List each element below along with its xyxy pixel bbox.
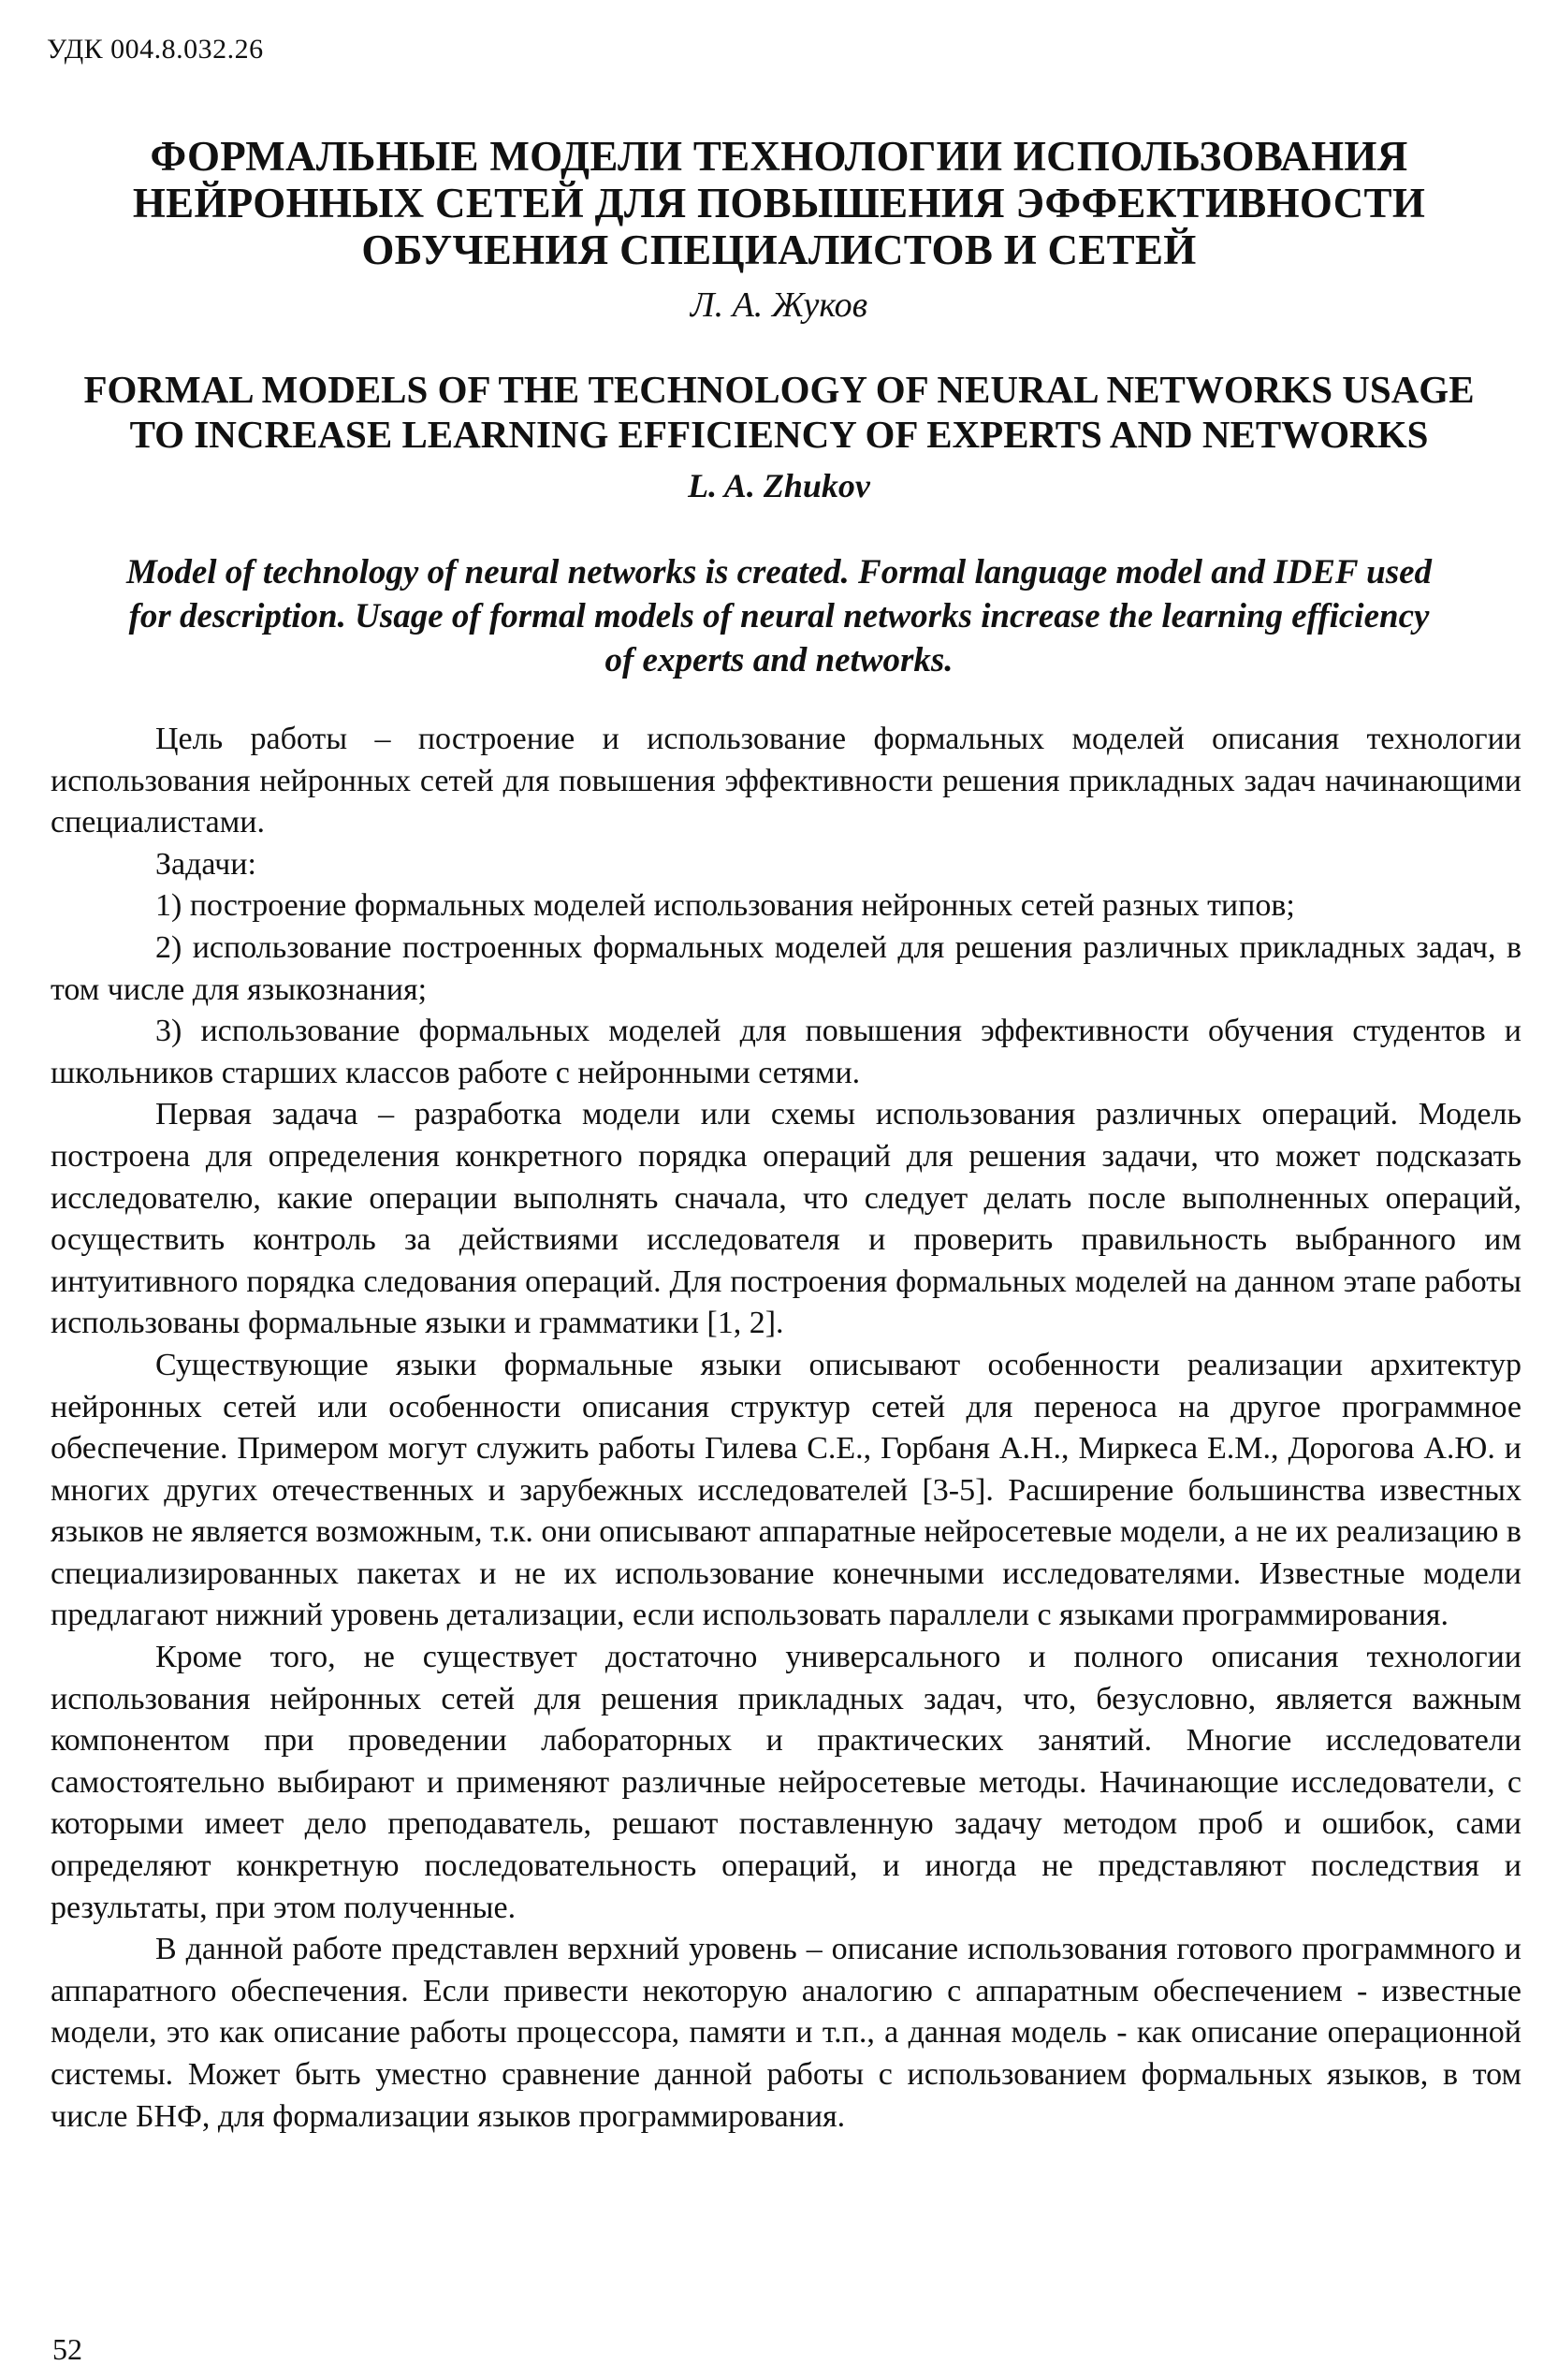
russian-author: Л. А. Жуков <box>690 285 868 325</box>
english-title: FORMAL MODELS OF THE TECHNOLOGY OF NEURAL NETWORKS USAGE TO INCREASE LEARNING EFFICIENCY OF EXPERTS AND NETWORKS <box>83 368 1475 456</box>
paragraph: 2) использование построенных формальных моделей для решения различных прикладных задач, в том числе для языкознания; <box>51 929 1522 1007</box>
udk-code: УДК 004.8.032.26 <box>47 34 264 65</box>
paragraph: 1) построение формальных моделей использования нейронных сетей разных типов; <box>155 888 1295 924</box>
english-author: L. A. Zhukov <box>688 467 870 504</box>
paragraph: Задачи: <box>155 846 256 882</box>
page-number: 52 <box>52 2332 82 2366</box>
paragraph: Первая задача – разработка модели или схемы использования различных операций. Модель построена для определения конкретного порядка операций для решения задачи, что может подсказать исследователю, какие операции выполнять сначала, что следует делать после выполненных операций, осуществить контроль за действиями исследователя и проверить правильность выбранного им интуитивного порядка следования операций. Для построения формальных моделей на данном этапе работы использованы формальные языки и грамматики [1, 2]. <box>51 1097 1522 1341</box>
body-text <box>51 719 1522 2138</box>
russian-title: ФОРМАЛЬНЫЕ МОДЕЛИ ТЕХНОЛОГИИ ИСПОЛЬЗОВАНИЯ НЕЙРОННЫХ СЕТЕЙ ДЛЯ ПОВЫШЕНИЯ ЭФФЕКТИВНОСТИ ОБУЧЕНИЯ СПЕЦИАЛИСТОВ И СЕТЕЙ <box>132 133 1426 273</box>
paragraph: Кроме того, не существует достаточно универсального и полного описания технологии использования нейронных сетей для решения прикладных задач, что, безусловно, является важным компонентом при проведении лабораторных и практических занятий. Многие исследователи самостоятельно выбирают и применяют различные нейросетевые методы. Начинающие исследователи, с которыми имеет дело преподаватель, решают поставленную задачу методом проб и ошибок, сами определяют конкретную последовательность операций, и иногда не представляют последствия и результаты, при этом полученные. <box>51 1640 1522 1925</box>
paragraph: Существующие языки формальные языки описывают особенности реализации архитектур нейронных сетей или особенности описания структур сетей для переноса на другое программное обеспечение. Примером могут служить работы Гилева С.Е., Горбаня А.Н., Миркеса Е.М., Дорогова А.Ю. и многих других отечественных и зарубежных исследователей [3-5]. Расширение большинства известных языков не является возможным, т.к. они описывают аппаратные нейросетевые модели, а не их реализацию в специализированных пакетах и не их использование конечными исследователями. Известные модели предлагают нижний уровень детализации, если использовать параллели с языками программирования. <box>51 1347 1522 1633</box>
paragraph: 3) использование формальных моделей для повышения эффективности обучения студентов и школьников старших классов работе с нейронными сетями. <box>51 1014 1522 1090</box>
paragraph: В данной работе представлен верхний уровень – описание использования готового программного и аппаратного обеспечения. Если привести некоторую аналогию с аппаратным обеспечением - известные модели, это как описание работы процессора, памяти и т.п., а данная модель - как описание операционной системы. Может быть уместно сравнение данной работы с использованием формальных языков, в том числе БНФ, для формализации языков программирования. <box>51 1932 1522 2134</box>
paragraph: Цель работы – построение и использование формальных моделей описания технологии использования нейронных сетей для повышения эффективности решения прикладных задач начинающими специалистами. <box>51 722 1522 840</box>
abstract: Model of technology of neural networks is created. Formal language model and IDEF used for description. Usage of formal models of neural networks increase the learning efficiency of experts and networks. <box>125 553 1433 679</box>
